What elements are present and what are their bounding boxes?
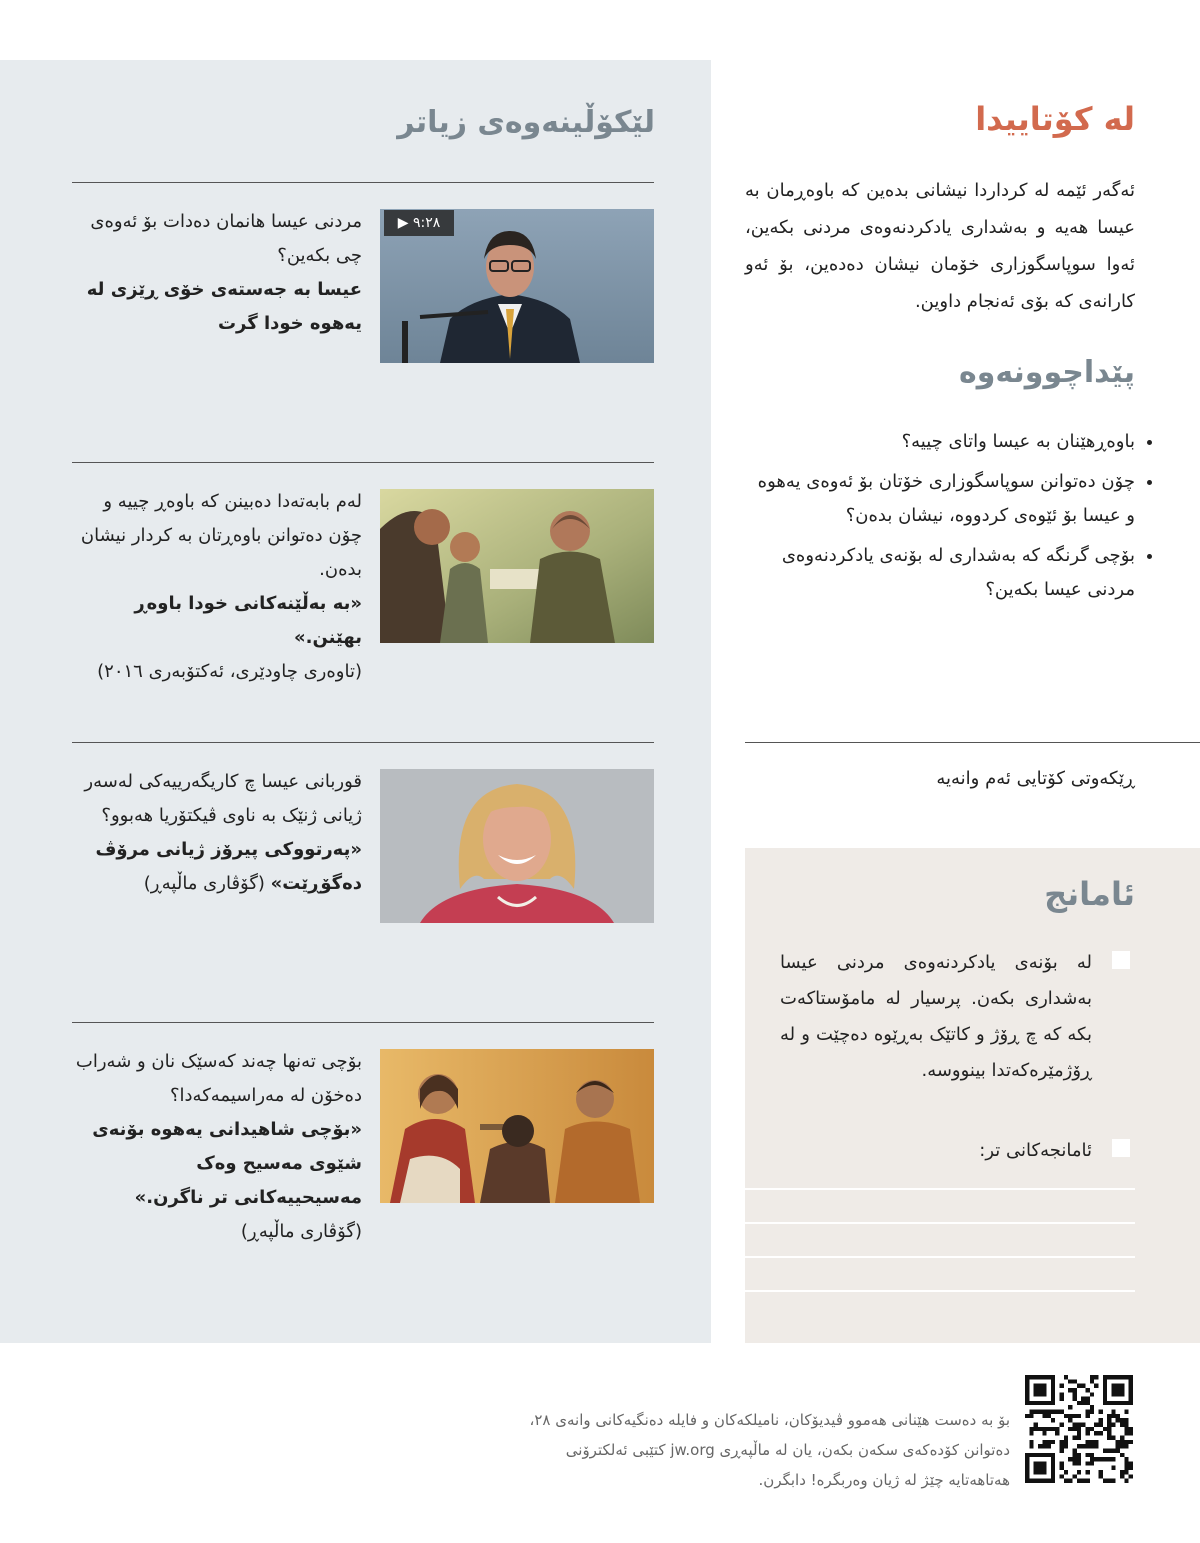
video-duration-badge: ▶ ٩:٢٨ <box>384 210 454 236</box>
item-divider <box>72 182 654 183</box>
goals-title: ئامانج <box>1044 875 1135 913</box>
goal-write-line[interactable] <box>745 1188 1135 1190</box>
article-thumbnail[interactable] <box>380 769 654 923</box>
goals-box <box>745 848 1200 1343</box>
review-title: پێداچوونەوە <box>958 355 1135 390</box>
explore-item-link-title[interactable]: «بۆچی شاهیدانی یەهوە بۆنەی شێوی مەسیح وەک مەسیحییەکانی تر ناگرن.» <box>92 1119 362 1208</box>
explore-item-source: (تاوەری چاودێری، ئەکتۆبەری ٢٠١٦) <box>97 661 362 682</box>
explore-item-link-title[interactable]: «پەرتووکی پیرۆز ژیانی مرۆڤ دەگۆڕێت» <box>95 839 362 894</box>
explore-item-2 <box>72 485 362 689</box>
biblical-scene-thumbnail-icon <box>380 489 654 643</box>
explore-item-question: مردنی عیسا هانمان دەدات بۆ ئەوەی چی بکەین؟ <box>90 211 362 266</box>
explore-item-link-title[interactable]: عیسا بە جەستەی خۆی ڕێزی لە یەهوە خودا گرت <box>86 279 362 334</box>
explore-more-title: لێکۆڵینەوەی زیاتر <box>397 105 655 140</box>
review-question: • بۆچی گرنگە کە بەشداری لە بۆنەی یادکردنەوەی مردنی عیسا بکەین؟ <box>745 539 1135 607</box>
goal-write-line[interactable] <box>745 1256 1135 1258</box>
qr-code-icon[interactable] <box>1025 1375 1133 1483</box>
explore-item-question: بۆچی تەنها چەند کەسێک نان و شەراب دەخۆن لە مەراسیمەکەدا؟ <box>75 1051 362 1106</box>
section-divider <box>745 742 1200 743</box>
explore-item-4 <box>72 1045 362 1249</box>
explore-item-1 <box>72 205 362 341</box>
review-question: • باوەڕهێنان بە عیسا واتای چییە؟ <box>745 425 1135 459</box>
goal-write-line[interactable] <box>745 1222 1135 1224</box>
woman-portrait-thumbnail-icon <box>380 769 654 923</box>
explore-item-source: (گۆڤاری ماڵپەڕ) <box>143 873 265 894</box>
article-thumbnail[interactable] <box>380 1049 654 1203</box>
item-divider <box>72 1022 654 1023</box>
explore-item-source: (گۆڤاری ماڵپەڕ) <box>240 1221 362 1242</box>
article-thumbnail[interactable] <box>380 489 654 643</box>
review-list <box>745 425 1159 613</box>
goal-write-line[interactable] <box>745 1290 1135 1292</box>
lesson-completion-date-label: ڕێکەوتی کۆتایی ئەم وانەیە <box>936 768 1135 789</box>
item-divider <box>72 462 654 463</box>
explore-item-3 <box>72 765 362 901</box>
item-divider <box>72 742 654 743</box>
other-goals-label: ئامانجەکانی تر: <box>979 1140 1092 1161</box>
explore-item-question: قوربانی عیسا چ کاریگەرییەکی لەسەر ژیانی ژنێک بە ناوی ڤیکتۆریا هەبوو؟ <box>84 771 362 826</box>
footer-text: بۆ بە دەست هێنانی هەموو ڤیدیۆکان، نامیلکەکان و فایلە دەنگیەکانی وانەی ٢٨، دەتوانن کۆدەکەی سکەن بکەن، یان لە ماڵپەڕی jw.org کتێبی ئەلکترۆنی هەتاهەتایە چێژ لە ژیان وەربگرە! دابگرن. <box>529 1411 1010 1489</box>
explore-item-question: لەم بابەتەدا دەبینن کە باوەڕ چییە و چۆن دەتوانن باوەڕتان بە کردار نیشان بدەن. <box>80 491 362 580</box>
goal-checkbox[interactable] <box>1112 1139 1130 1157</box>
goal-text: لە بۆنەی یادکردنەوەی مردنی عیسا بەشداری بکەن. پرسیار لە مامۆستاکەت بکە کە چ ڕۆژ و کاتێک بەڕێوە دەچێت و لە ڕۆژمێرەکەتدا بینووسە. <box>780 952 1092 1081</box>
qr-code-graphic <box>1025 1375 1133 1483</box>
conclusion-text: ئەگەر ئێمە لە کرداردا نیشانی بدەین کە باوەڕمان بە عیسا هەیە و بەشداری یادکردنەوەی مردنی بکەین، ئەوا سوپاسگوزاری خۆمان نیشان دەدەین، بۆ ئەو کارانەی کە بۆی ئەنجام داوین. <box>745 180 1135 312</box>
last-supper-thumbnail-icon <box>380 1049 654 1203</box>
explore-item-link-title[interactable]: «بە بەڵێنەکانی خودا باوەڕ بهێنن.» <box>134 593 362 648</box>
conclusion-title: لە کۆتاییدا <box>975 100 1135 138</box>
review-question: • چۆن دەتوانن سوپاسگوزاری خۆتان بۆ ئەوەی یەهوە و عیسا بۆ ئێوەی کردووە، نیشان بدەن؟ <box>745 465 1135 533</box>
goal-checkbox[interactable] <box>1112 951 1130 969</box>
